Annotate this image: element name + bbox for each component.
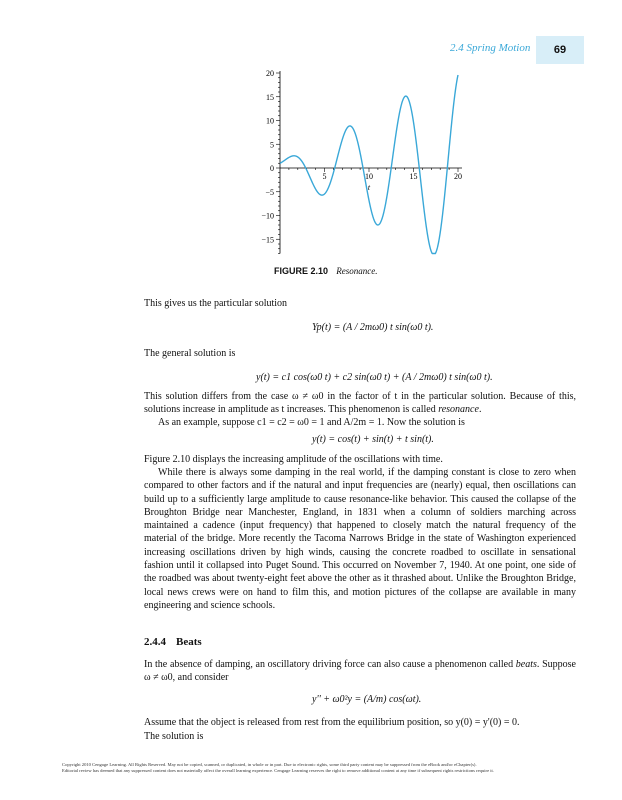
- copyright-line: Copyright 2010 Cengage Learning. All Rights Reserved. May not be copied, scanned, or duplicated, in whole or in part. Due to electronic rights, some third party content may be suppressed from the eBook and/or eChapter(s).: [62, 762, 477, 767]
- section-title-header: 2.4 Spring Motion: [450, 42, 531, 54]
- paragraph: This gives us the particular solution: [144, 298, 288, 309]
- running-head: [440, 36, 584, 64]
- y-tick-label: 10: [266, 116, 274, 126]
- y-tick-label: −5: [265, 187, 274, 197]
- y-tick-label: 15: [266, 92, 274, 102]
- y-tick-label: −15: [261, 235, 274, 245]
- paragraph: While there is always some damping in the real world, if the damping constant is close to zero when compared to other factors and if the natural and input frequencies are (nearly) equal, then oscillations can build up to a sufficiently large amplitude to cause resonance-like behavior. This caused the collapse of the Broughton Bridge near Manchester, England, in 1831 when a column of soldiers marching across maintained a cadence (input frequency) that happened to closely match the natural frequency of the material of the bridge. More recently the Tacoma Narrows Bridge in the state of Washington experienced increasing oscillations driven by high winds, causing the concrete roadbed to oscillate in sensational fashion until it collapsed into Puget Sound. This occurred on November 7, 1940. At one point, one side of the roadbed was about twenty-eight feet above the other as it thrashed about. Unlike the Broughton Bridge, local news crews were on hand to film this, and motion pictures of the collapse are available in many engineering and science schools.: [144, 467, 576, 611]
- equation-particular: Yp(t) = (A / 2mω0) t sin(ω0 t).: [312, 322, 434, 333]
- figure-caption: [274, 266, 378, 276]
- paragraph: In the absence of damping, an oscillatory driving force can also cause a phenomenon called beats. Suppose ω ≠ ω0, and consider: [144, 659, 576, 684]
- x-tick-label: 5: [322, 172, 327, 181]
- paragraph: As an example, suppose c1 = c2 = ω0 = 1 and A/2m = 1. Now the solution is: [158, 417, 465, 428]
- paragraph: Assume that the object is released from rest from the equilibrium position, so y(0) = y'(0) = 0.: [144, 717, 520, 728]
- section-heading: [144, 636, 202, 648]
- section-number: 2.4.4: [144, 636, 166, 648]
- figure-caption-text: Resonance.: [336, 266, 378, 276]
- resonance-chart: [222, 66, 472, 256]
- copyright-line: Editorial review has deemed that any suppressed content does not materially affect the overall learning experience. Cengage Learning reserves the right to remove additional content at any time if subsequent rights restrictions require it.: [62, 768, 494, 773]
- y-tick-label: 5: [270, 140, 274, 150]
- paragraph: This solution differs from the case ω ≠ ω0 in the factor of t in the particular solution. Because of this, solutions increase in amplitude as t increases. This phenomenon is called resonance.: [144, 391, 576, 416]
- x-tick-label: 15: [409, 172, 418, 181]
- x-tick-label: 10: [365, 172, 373, 181]
- y-tick-label: 20: [266, 69, 274, 78]
- equation-general: y(t) = c1 cos(ω0 t) + c2 sin(ω0 t) + (A / 2mω0) t sin(ω0 t).: [256, 372, 493, 383]
- equation-beats: y'' + ω0²y = (A/m) cos(ωt).: [312, 694, 422, 705]
- paragraph: The general solution is: [144, 348, 236, 359]
- section-name: Beats: [176, 636, 202, 648]
- x-tick-label: 20: [454, 172, 462, 181]
- y-tick-label: −10: [261, 211, 274, 221]
- paragraph: Figure 2.10 displays the increasing amplitude of the oscillations with time.: [144, 454, 443, 465]
- y-tick-label: 0: [270, 164, 274, 173]
- figure-label: FIGURE 2.10: [274, 266, 329, 276]
- paragraph: The solution is: [144, 731, 204, 742]
- page-number: 69: [536, 36, 584, 64]
- equation-example: y(t) = cos(t) + sin(t) + t sin(t).: [312, 434, 434, 445]
- x-axis-label: t: [367, 183, 371, 192]
- resonance-curve: [280, 75, 458, 254]
